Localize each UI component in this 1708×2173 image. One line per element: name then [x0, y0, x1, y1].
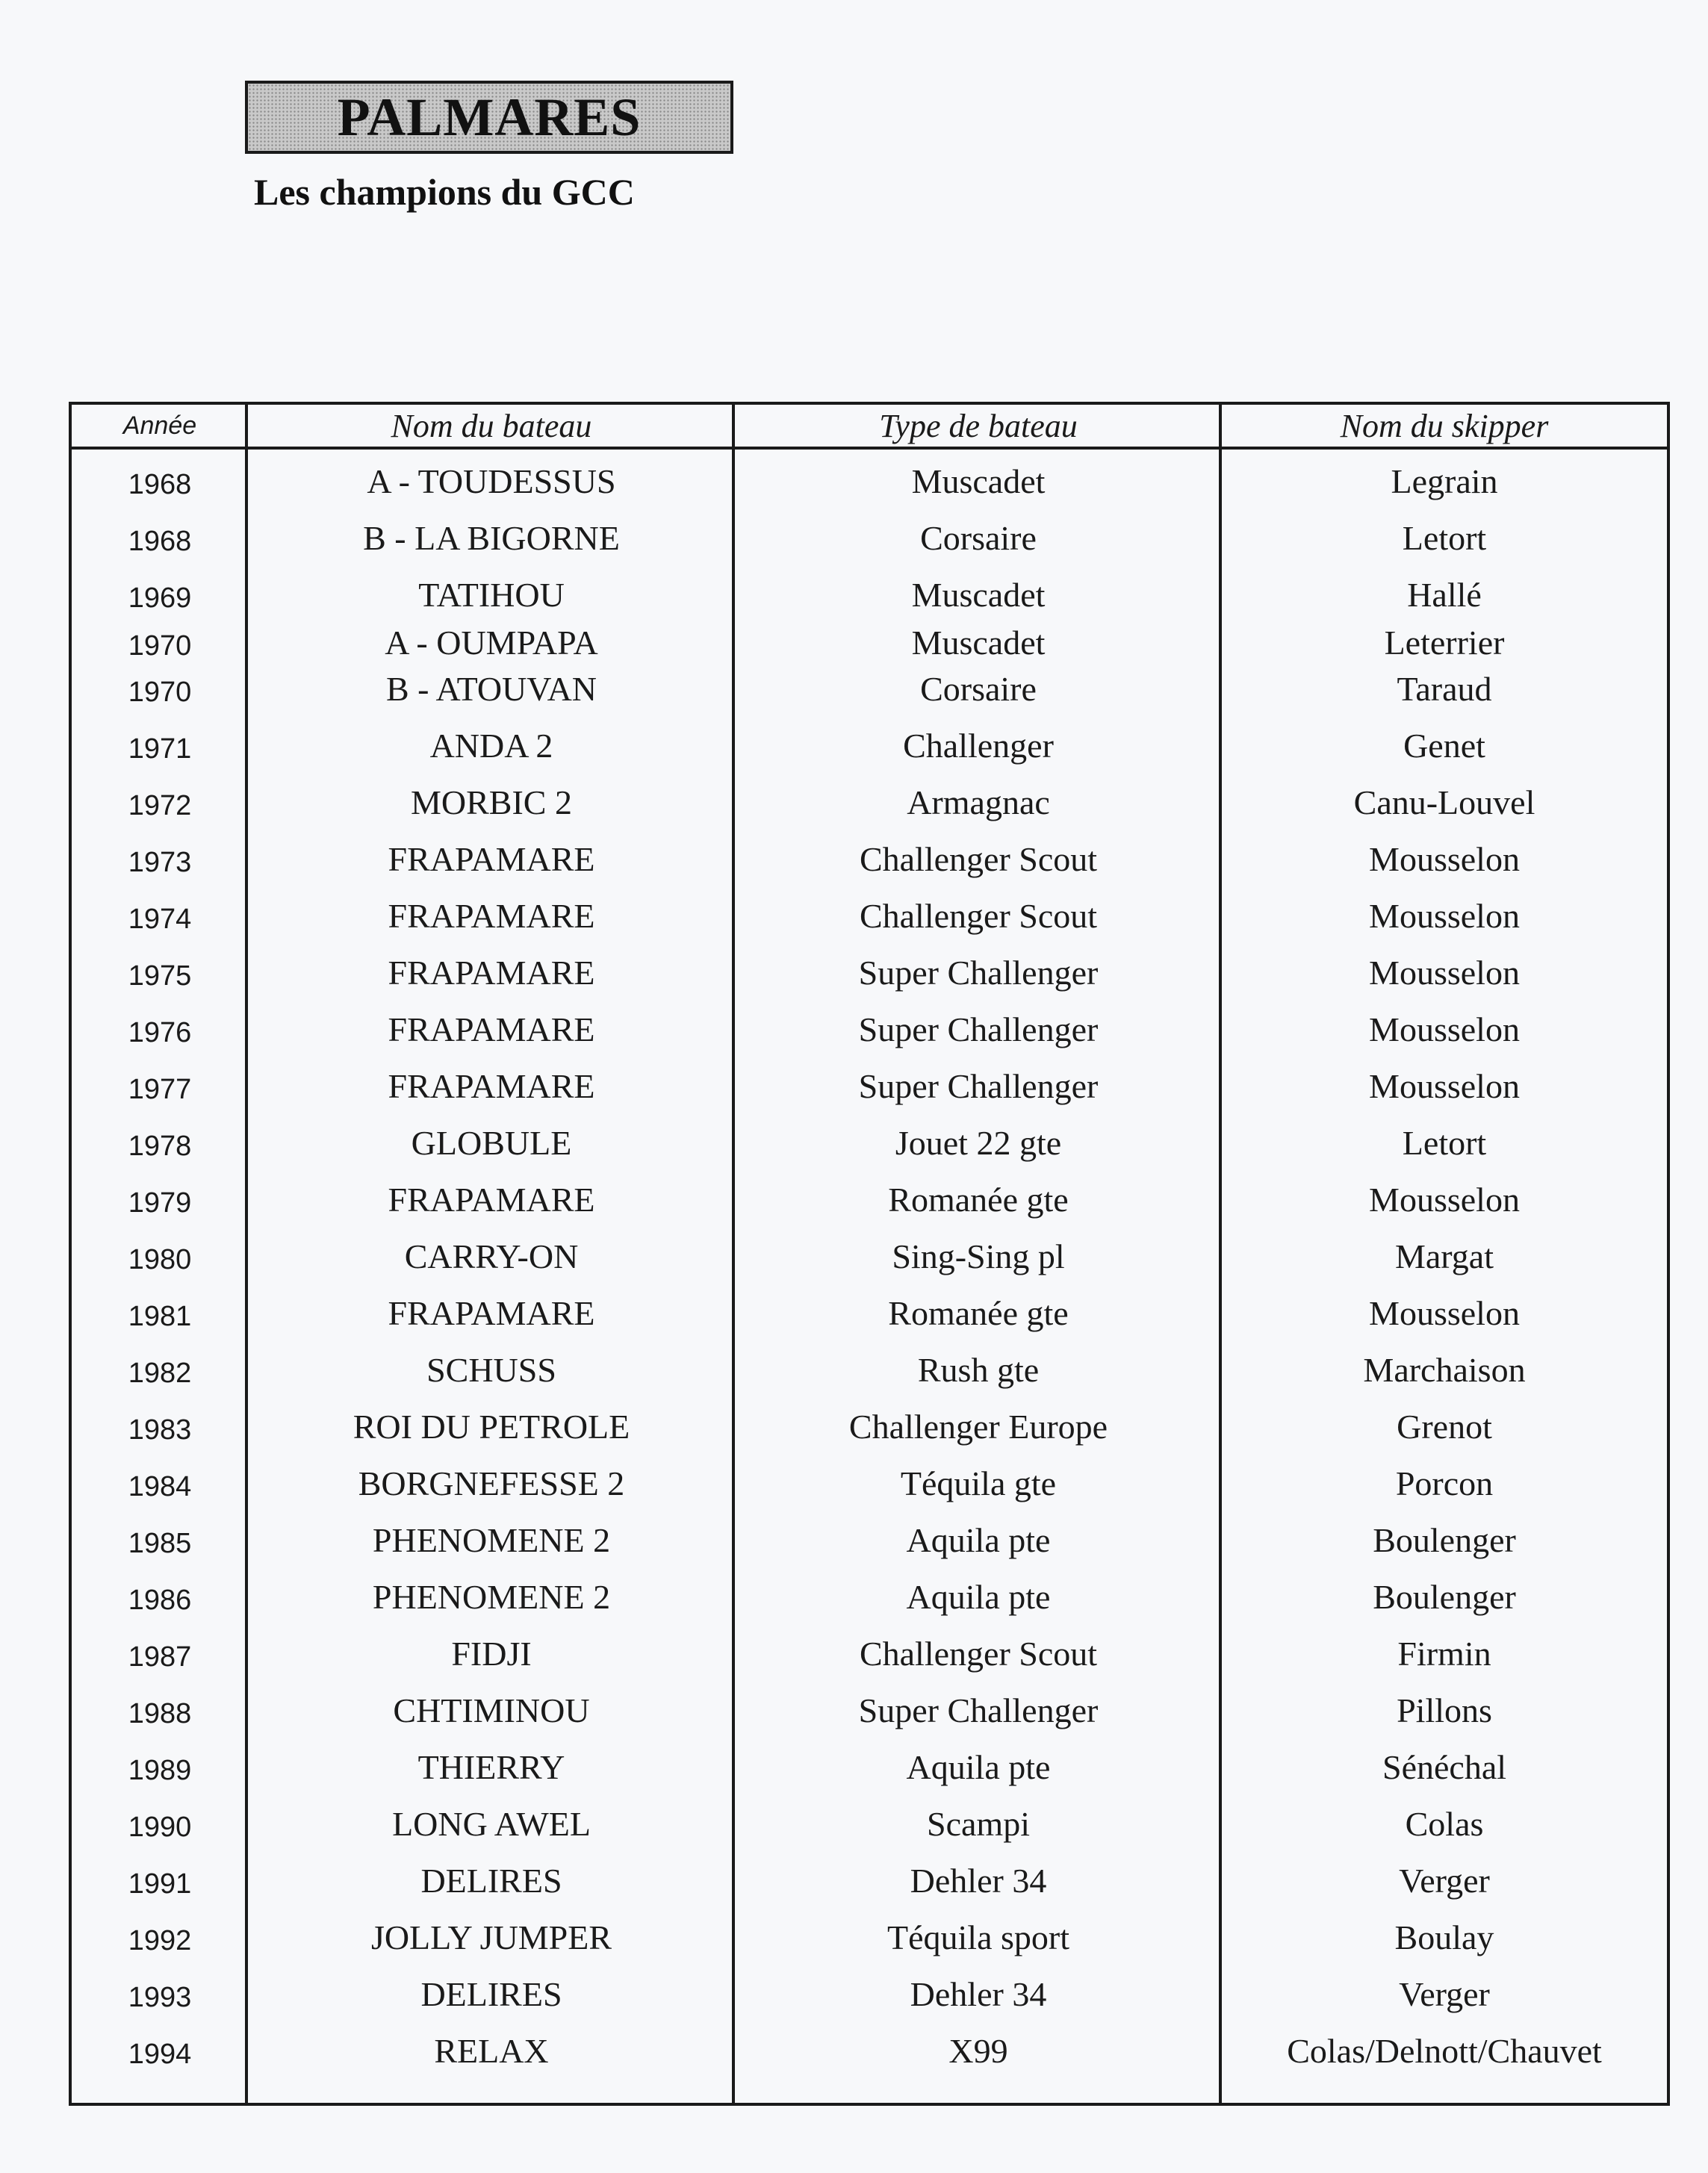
- skipper-cell: Boulay: [1394, 1918, 1494, 1956]
- table-row: [72, 1858, 1667, 1903]
- year-cell: 1993: [128, 1981, 192, 2013]
- boat-type-cell: Super Challenger: [858, 953, 1099, 992]
- year-cell: 1985: [128, 1527, 192, 1559]
- year-cell: 1970: [128, 629, 192, 662]
- table-row: [72, 1007, 1667, 1051]
- boat-name-cell: PHENOMENE 2: [372, 1577, 611, 1616]
- year-cell: 1984: [128, 1470, 192, 1502]
- boat-type-cell: Romanée gte: [888, 1180, 1069, 1219]
- boat-type-cell: Super Challenger: [858, 1691, 1099, 1729]
- year-cell: 1981: [128, 1300, 192, 1332]
- boat-name-cell: FRAPAMARE: [388, 953, 595, 992]
- table-row: [72, 620, 1667, 665]
- year-cell: 1986: [128, 1584, 192, 1616]
- table-row: [72, 723, 1667, 768]
- skipper-cell: Boulenger: [1373, 1577, 1516, 1616]
- skipper-cell: Mousselon: [1369, 1010, 1520, 1048]
- skipper-cell: Letort: [1402, 518, 1487, 557]
- boat-name-cell: FIDJI: [451, 1634, 532, 1673]
- boat-name-cell: LONG AWEL: [392, 1804, 591, 1843]
- table-row: [72, 1688, 1667, 1732]
- year-cell: 1982: [128, 1357, 192, 1389]
- table-row: [72, 666, 1667, 711]
- boat-name-cell: TATIHOU: [418, 575, 565, 614]
- year-cell: 1968: [128, 468, 192, 500]
- boat-type-cell: Muscadet: [911, 461, 1046, 500]
- page-title: PALMARES: [337, 87, 642, 147]
- skipper-cell: Verger: [1399, 1974, 1490, 2013]
- table-row: [72, 572, 1667, 617]
- year-cell: 1980: [128, 1243, 192, 1275]
- skipper-cell: Margat: [1394, 1237, 1494, 1275]
- boat-name-cell: JOLLY JUMPER: [370, 1918, 612, 1956]
- year-cell: 1973: [128, 846, 192, 878]
- table-row: [72, 1971, 1667, 2016]
- boat-name-cell: FRAPAMARE: [388, 1293, 595, 1332]
- table-row: [72, 1290, 1667, 1335]
- boat-name-cell: FRAPAMARE: [388, 1180, 595, 1219]
- year-cell: 1972: [128, 789, 192, 821]
- year-cell: 1994: [128, 2038, 192, 2070]
- boat-name-cell: GLOBULE: [411, 1123, 572, 1162]
- skipper-cell: Pillons: [1397, 1691, 1492, 1729]
- skipper-cell: Mousselon: [1369, 839, 1520, 878]
- table-row: [72, 1461, 1667, 1505]
- year-cell: 1977: [128, 1073, 192, 1105]
- table-row: [72, 1517, 1667, 1562]
- boat-type-cell: Super Challenger: [858, 1010, 1099, 1048]
- table-row: [72, 515, 1667, 560]
- table-row: [72, 1744, 1667, 1789]
- table-row: [72, 1177, 1667, 1222]
- boat-name-cell: SCHUSS: [426, 1350, 556, 1389]
- boat-type-cell: Aquila pte: [906, 1577, 1051, 1616]
- table-row: [72, 1347, 1667, 1392]
- boat-type-cell: Corsaire: [920, 669, 1037, 708]
- boat-name-cell: RELAX: [434, 2031, 549, 2070]
- boat-name-cell: A - TOUDESSUS: [367, 461, 616, 500]
- table-row: [72, 458, 1667, 503]
- table-row: [72, 836, 1667, 881]
- header-boat-name: Nom du bateau: [391, 407, 592, 444]
- boat-name-cell: B - ATOUVAN: [385, 669, 597, 708]
- header-boat-type: Type de bateau: [879, 407, 1078, 444]
- boat-type-cell: Romanée gte: [888, 1293, 1069, 1332]
- skipper-cell: Boulenger: [1373, 1520, 1516, 1559]
- skipper-cell: Mousselon: [1369, 953, 1520, 992]
- skipper-cell: Colas: [1405, 1804, 1484, 1843]
- boat-type-cell: Dehler 34: [910, 1974, 1047, 2013]
- boat-type-cell: Muscadet: [911, 575, 1046, 614]
- boat-name-cell: THIERRY: [417, 1747, 565, 1786]
- table-row: [72, 1915, 1667, 1959]
- table-row: [72, 950, 1667, 995]
- year-cell: 1987: [128, 1641, 192, 1673]
- boat-type-cell: Challenger Scout: [859, 896, 1098, 935]
- boat-name-cell: CARRY-ON: [404, 1237, 579, 1275]
- boat-name-cell: ROI DU PETROLE: [353, 1407, 630, 1446]
- skipper-cell: Mousselon: [1369, 1293, 1520, 1332]
- boat-type-cell: Téquila sport: [887, 1918, 1069, 1956]
- year-cell: 1979: [128, 1187, 192, 1219]
- boat-name-cell: ANDA 2: [429, 726, 553, 765]
- boat-type-cell: Challenger: [903, 726, 1054, 765]
- skipper-cell: Marchaison: [1363, 1350, 1526, 1389]
- boat-name-cell: FRAPAMARE: [388, 1066, 595, 1105]
- skipper-cell: Legrain: [1391, 461, 1498, 500]
- table-row: [72, 1801, 1667, 1846]
- boat-name-cell: FRAPAMARE: [388, 839, 595, 878]
- table-row: [72, 1574, 1667, 1619]
- skipper-cell: Sénéchal: [1382, 1747, 1507, 1786]
- boat-type-cell: Rush gte: [917, 1350, 1040, 1389]
- boat-type-cell: Sing-Sing pl: [892, 1237, 1065, 1275]
- year-cell: 1971: [128, 733, 192, 765]
- skipper-cell: Canu-Louvel: [1353, 783, 1535, 821]
- year-cell: 1975: [128, 960, 192, 992]
- year-cell: 1983: [128, 1414, 192, 1446]
- year-cell: 1969: [128, 582, 192, 614]
- skipper-cell: Grenot: [1397, 1407, 1492, 1446]
- year-cell: 1974: [128, 903, 192, 935]
- boat-type-cell: Aquila pte: [906, 1520, 1051, 1559]
- boat-name-cell: CHTIMINOU: [393, 1691, 590, 1729]
- skipper-cell: Firmin: [1397, 1634, 1491, 1673]
- boat-type-cell: Téquila gte: [900, 1464, 1057, 1502]
- year-cell: 1992: [128, 1924, 192, 1956]
- boat-type-cell: Jouet 22 gte: [895, 1123, 1062, 1162]
- header-skipper: Nom du skipper: [1340, 407, 1549, 444]
- boat-type-cell: Corsaire: [920, 518, 1037, 557]
- year-cell: 1976: [128, 1016, 192, 1048]
- boat-name-cell: FRAPAMARE: [388, 1010, 595, 1048]
- boat-name-cell: FRAPAMARE: [388, 896, 595, 935]
- champions-table: [69, 402, 1670, 2106]
- year-cell: 1988: [128, 1697, 192, 1729]
- skipper-cell: Verger: [1399, 1861, 1490, 1900]
- boat-type-cell: Scampi: [927, 1804, 1030, 1843]
- table-row: [72, 2028, 1667, 2073]
- header-divider: [72, 447, 1667, 450]
- skipper-cell: Colas/Delnott/Chauvet: [1287, 2031, 1602, 2070]
- boat-name-cell: DELIRES: [420, 1974, 562, 2013]
- boat-type-cell: Challenger Scout: [859, 1634, 1098, 1673]
- boat-type-cell: Dehler 34: [910, 1861, 1047, 1900]
- skipper-cell: Genet: [1403, 726, 1485, 765]
- boat-name-cell: MORBIC 2: [411, 783, 572, 821]
- skipper-cell: Taraud: [1397, 669, 1492, 708]
- boat-type-cell: X99: [948, 2031, 1008, 2070]
- skipper-cell: Mousselon: [1369, 1180, 1520, 1219]
- year-cell: 1989: [128, 1754, 192, 1786]
- skipper-cell: Hallé: [1407, 575, 1482, 614]
- boat-name-cell: A - OUMPAPA: [385, 623, 598, 662]
- boat-name-cell: B - LA BIGORNE: [363, 518, 620, 557]
- boat-name-cell: DELIRES: [420, 1861, 562, 1900]
- year-cell: 1978: [128, 1130, 192, 1162]
- year-cell: 1991: [128, 1868, 192, 1900]
- boat-name-cell: PHENOMENE 2: [372, 1520, 611, 1559]
- table-row: [72, 1631, 1667, 1676]
- page-subtitle: Les champions du GCC: [254, 171, 635, 213]
- table-row: [72, 1234, 1667, 1278]
- title-banner: [245, 81, 733, 154]
- boat-name-cell: BORGNEFESSE 2: [358, 1464, 625, 1502]
- table-row: [72, 893, 1667, 938]
- boat-type-cell: Armagnac: [907, 783, 1050, 821]
- skipper-cell: Mousselon: [1369, 896, 1520, 935]
- boat-type-cell: Challenger Scout: [859, 839, 1098, 878]
- header-year: Année: [122, 411, 197, 440]
- boat-type-cell: Aquila pte: [906, 1747, 1051, 1786]
- table-row: [72, 1120, 1667, 1165]
- skipper-cell: Leterrier: [1384, 623, 1505, 662]
- year-cell: 1970: [128, 676, 192, 708]
- table-row: [72, 780, 1667, 824]
- year-cell: 1968: [128, 525, 192, 557]
- table-row: [72, 1063, 1667, 1108]
- boat-type-cell: Super Challenger: [858, 1066, 1099, 1105]
- skipper-cell: Mousselon: [1369, 1066, 1520, 1105]
- skipper-cell: Porcon: [1395, 1464, 1494, 1502]
- year-cell: 1990: [128, 1811, 192, 1843]
- boat-type-cell: Muscadet: [911, 623, 1046, 662]
- boat-type-cell: Challenger Europe: [848, 1407, 1108, 1446]
- skipper-cell: Letort: [1402, 1123, 1487, 1162]
- table-row: [72, 1404, 1667, 1449]
